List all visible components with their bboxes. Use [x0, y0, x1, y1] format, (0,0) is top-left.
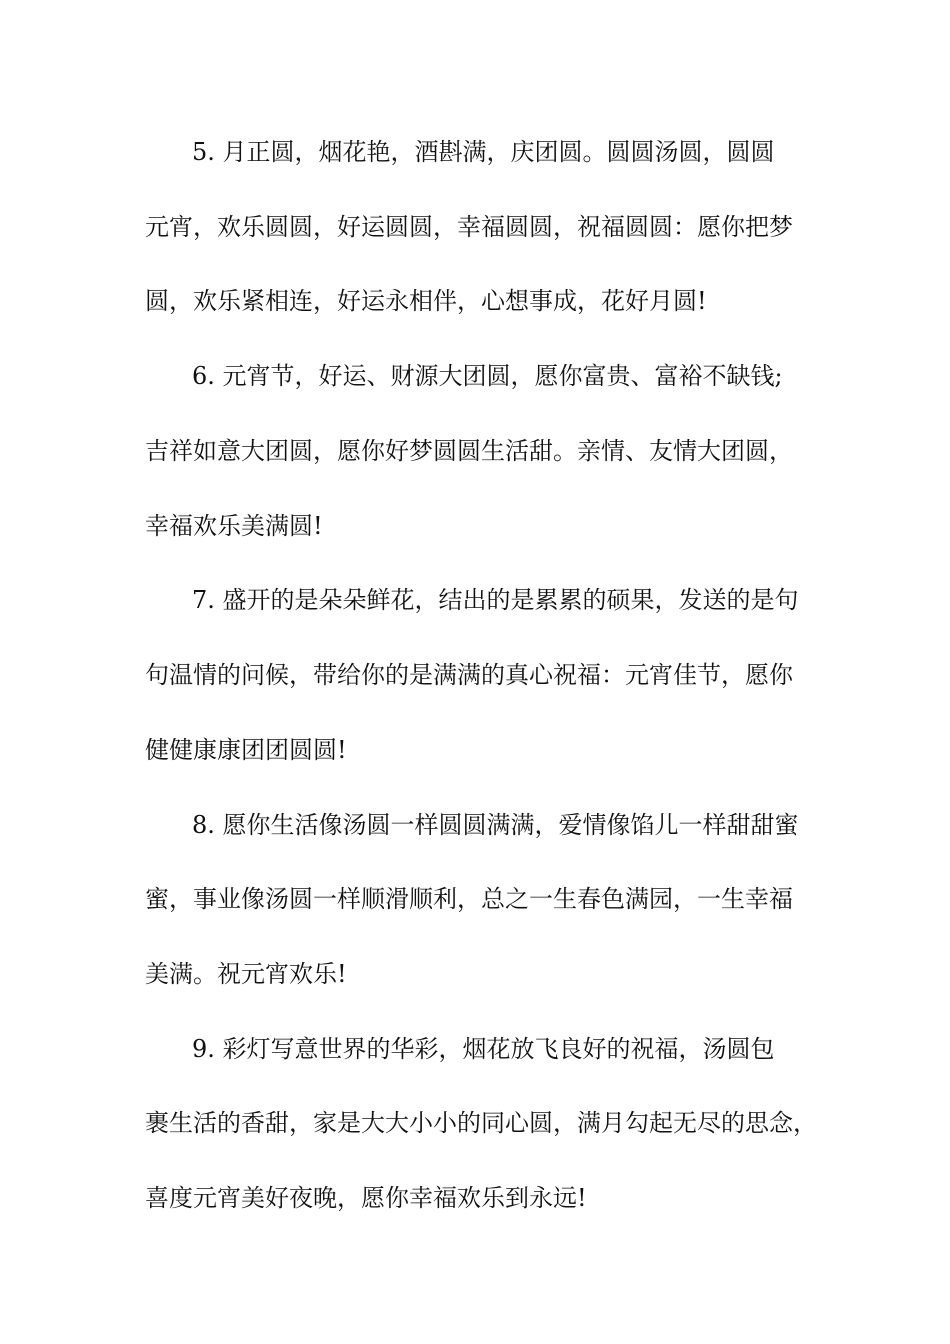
- paragraph-8-line-2: 蜜，事业像汤圆一样顺滑顺利，总之一生春色满园，一生幸福: [145, 885, 793, 913]
- paragraph-5-line-3: 圆，欢乐紧相连，好运永相伴，心想事成，花好月圆!: [145, 287, 707, 315]
- paragraph-7-line-2: 句温情的问候，带给你的是满满的真心祝福：元宵佳节，愿你: [145, 661, 793, 689]
- paragraph-8-line-3: 美满。祝元宵欢乐!: [145, 960, 347, 988]
- paragraph-5-line-1: 5. 月正圆，烟花艳，酒斟满，庆团圆。圆圆汤圆，圆圆: [192, 138, 775, 166]
- paragraph-6-line-1: 6. 元宵节，好运、财源大团圆，愿你富贵、富裕不缺钱;: [192, 362, 783, 390]
- paragraph-9-line-3: 喜度元宵美好夜晚，愿你幸福欢乐到永远!: [145, 1184, 587, 1212]
- paragraph-8-line-1: 8. 愿你生活像汤圆一样圆圆满满，爱情像馅儿一样甜甜蜜: [192, 811, 799, 839]
- paragraph-7-line-3: 健健康康团团圆圆!: [145, 736, 347, 764]
- paragraph-9-line-2: 裹生活的香甜，家是大大小小的同心圆，满月勾起无尽的思念，: [145, 1109, 817, 1137]
- paragraph-6-line-2: 吉祥如意大团圆，愿你好梦圆圆生活甜。亲情、友情大团圆，: [145, 437, 793, 465]
- paragraph-7-line-1: 7. 盛开的是朵朵鲜花，结出的是累累的硕果，发送的是句: [192, 586, 799, 614]
- paragraph-5-line-2: 元宵，欢乐圆圆，好运圆圆，幸福圆圆，祝福圆圆：愿你把梦: [145, 213, 793, 241]
- paragraph-6-line-3: 幸福欢乐美满圆!: [145, 512, 323, 540]
- paragraph-9-line-1: 9. 彩灯写意世界的华彩，烟花放飞良好的祝福，汤圆包: [192, 1035, 775, 1063]
